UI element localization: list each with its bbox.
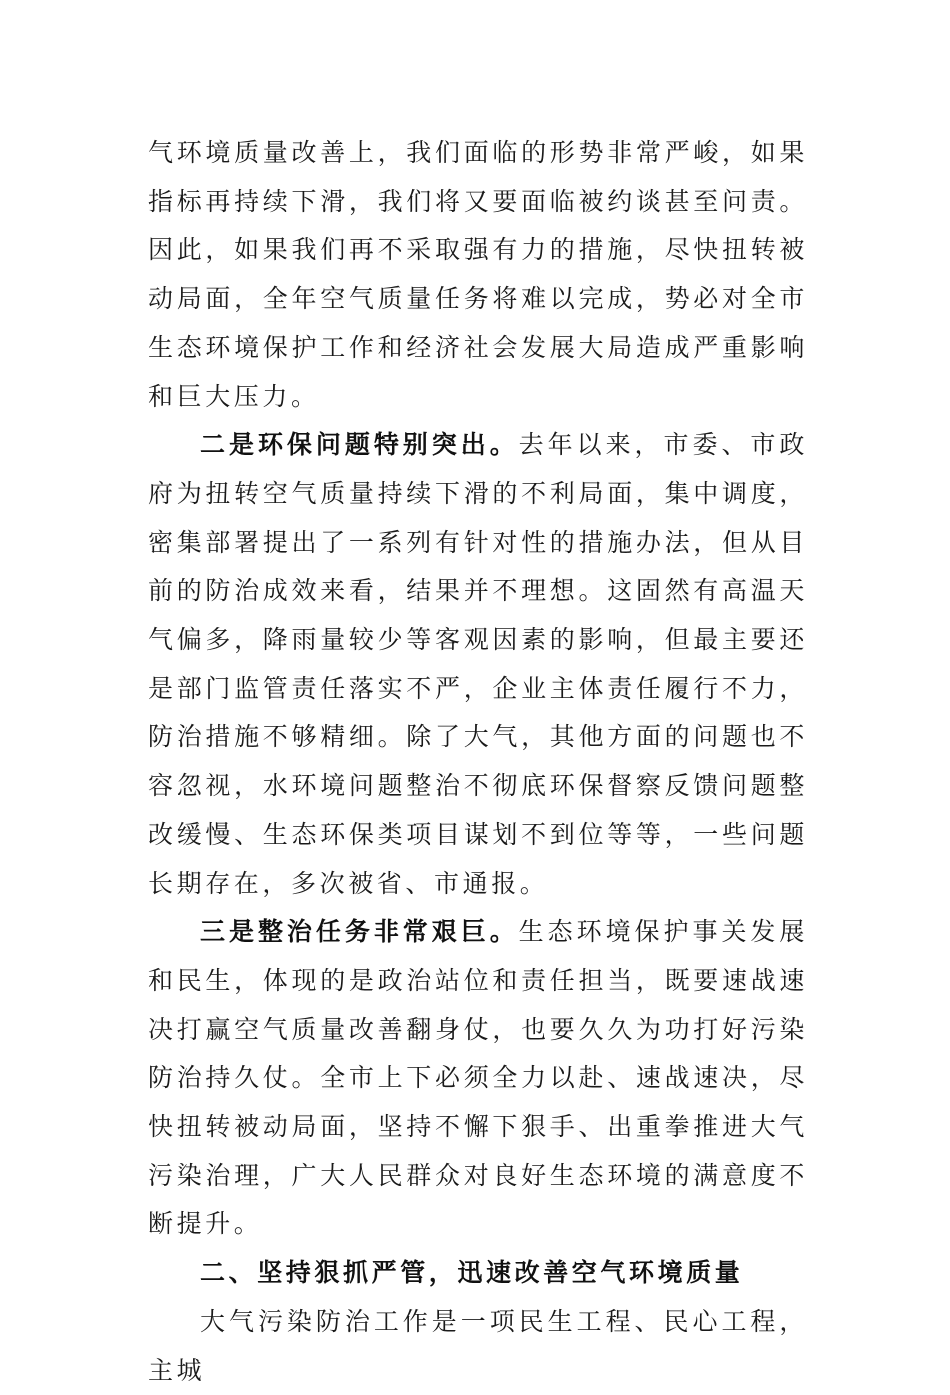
paragraph-text: 气环境质量改善上，我们面临的形势非常严峻，如果指标再持续下滑，我们将又要面临被约谈甚至问责。因此，如果我们再不采取强有力的措施，尽快扭转被动局面，全年空气质量任务将难以完成，势必对全市生态环境保护工作和经济社会发展大局造成严重影响和巨大压力。 (148, 138, 808, 411)
paragraph-environmental-issues (148, 421, 808, 908)
paragraph-text: 去年以来，市委、市政府为扭转空气质量持续下滑的不利局面，集中调度，密集部署提出了一系列有针对性的措施办法，但从目前的防治成效来看，结果并不理想。这固然有高温天气偏多，降雨量较少等客观因素的影响，但最主要还是部门监管责任落实不严，企业主体责任履行不力，防治措施不够精细。除了大气，其他方面的问题也不容忽视，水环境问题整治不彻底环保督察反馈问题整改缓慢、生态环保类项目谋划不到位等等，一些问题长期存在，多次被省、市通报。 (148, 430, 808, 898)
paragraph-lead: 二是环保问题特别突出。 (200, 430, 519, 460)
document-body (148, 129, 808, 1395)
section-heading: 二、坚持狠抓严管，迅速改善空气环境质量 (200, 1258, 744, 1288)
paragraph-remediation-tasks (148, 908, 808, 1249)
paragraph-lead: 三是整治任务非常艰巨。 (200, 917, 519, 947)
paragraph-text: 大气污染防治工作是一项民生工程、民心工程，主城 (148, 1306, 808, 1385)
paragraph-text: 生态环境保护事关发展和民生，体现的是政治站位和责任担当，既要速战速决打赢空气质量改善翻身仗，也要久久为功打好污染防治持久仗。全市上下必须全力以赴、速战速决，尽快扭转被动局面，坚持不懈下狠手、出重拳推进大气污染治理，广大人民群众对良好生态环境的满意度不断提升。 (148, 917, 808, 1239)
paragraph-closing (148, 1298, 808, 1395)
paragraph-continuation (148, 129, 808, 421)
